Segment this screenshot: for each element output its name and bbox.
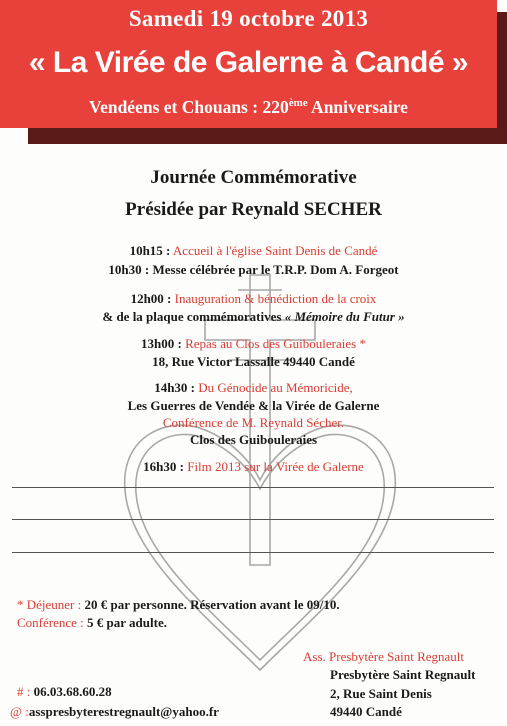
item-text: & de la plaque commémoratives xyxy=(102,309,285,324)
event-title: « La Virée de Galerne à Candé » xyxy=(28,46,469,79)
time-label: 16h30 : xyxy=(143,459,184,474)
phone-number: 06.03.68.60.28 xyxy=(30,684,112,699)
intro-line-2: Présidée par Reynald SECHER xyxy=(125,199,382,220)
program-item-5-line-3: Conférence de M. Reynald Sécher. xyxy=(162,415,345,430)
item-text: Du Génocide au Mémoricide, xyxy=(195,380,353,395)
conference-text: 5 € par adulte. xyxy=(83,615,167,630)
divider xyxy=(12,487,494,488)
phone xyxy=(17,684,112,700)
time-label: 10h30 : xyxy=(108,262,150,277)
time-label: 13h00 : xyxy=(141,336,182,351)
intro-line-1: Journée Commémorative xyxy=(150,167,357,188)
lunch-label: * Déjeuner : xyxy=(17,597,82,612)
program-item-3 xyxy=(0,291,507,307)
lunch-price xyxy=(17,597,340,613)
item-text: Messe célébrée par le T.R.P. Dom A. Forgeot xyxy=(149,262,399,277)
program-item-6 xyxy=(0,459,507,475)
item-text-italic: « Mémoire du Futur » xyxy=(284,309,405,324)
program-item-4-line-2: 18, Rue Victor Lassalle 49440 Candé xyxy=(152,354,355,369)
subtitle-suffix: Anniversaire xyxy=(307,97,408,117)
time-label: 10h15 : xyxy=(129,243,171,258)
item-text: Repas au Clos des Guibouleraies * xyxy=(181,336,366,351)
phone-icon: # : xyxy=(17,684,31,699)
divider xyxy=(12,519,494,520)
program-item-5-line-4: Clos des Guibouleraies xyxy=(189,432,318,447)
item-text: Inauguration & bénédiction de la croix xyxy=(171,291,377,306)
item-text: Film 2013 sur la Virée de Galerne xyxy=(183,459,364,474)
program-item-5-line-2: Les Guerres de Vendée & la Virée de Galerne xyxy=(127,398,380,413)
subtitle-superscript: ème xyxy=(288,97,308,109)
subtitle-prefix: Vendéens et Chouans : 220 xyxy=(89,97,289,117)
time-label: 14h30 : xyxy=(154,380,196,395)
event-subtitle xyxy=(0,97,497,118)
item-text: Accueil à l'église Saint Denis de Candé xyxy=(170,243,378,258)
conference-label: Conférence : xyxy=(17,615,84,630)
program-item-5 xyxy=(0,380,507,396)
email-icon: @ : xyxy=(10,704,29,719)
lunch-text: 20 € par personne. Réservation avant le 09/10. xyxy=(81,597,340,612)
program-item-2 xyxy=(0,262,507,278)
address-line-3: 49440 Candé xyxy=(330,704,402,719)
program-item-4 xyxy=(0,336,507,352)
event-date: Samedi 19 octobre 2013 xyxy=(128,6,369,31)
time-label: 12h00 : xyxy=(130,291,172,306)
program-item-1 xyxy=(0,243,507,259)
program-item-3-line-2 xyxy=(0,309,507,325)
header-banner xyxy=(0,0,497,128)
email xyxy=(10,704,219,720)
address-line-1: Presbytère Saint Regnault xyxy=(330,667,476,682)
address-line-2: 2, Rue Saint Denis xyxy=(330,686,432,701)
conference-price xyxy=(17,615,167,631)
divider xyxy=(12,552,494,553)
org-name: Ass. Presbytère Saint Regnault xyxy=(303,649,465,664)
email-address: asspresbyterestregnault@yahoo.fr xyxy=(28,704,219,719)
